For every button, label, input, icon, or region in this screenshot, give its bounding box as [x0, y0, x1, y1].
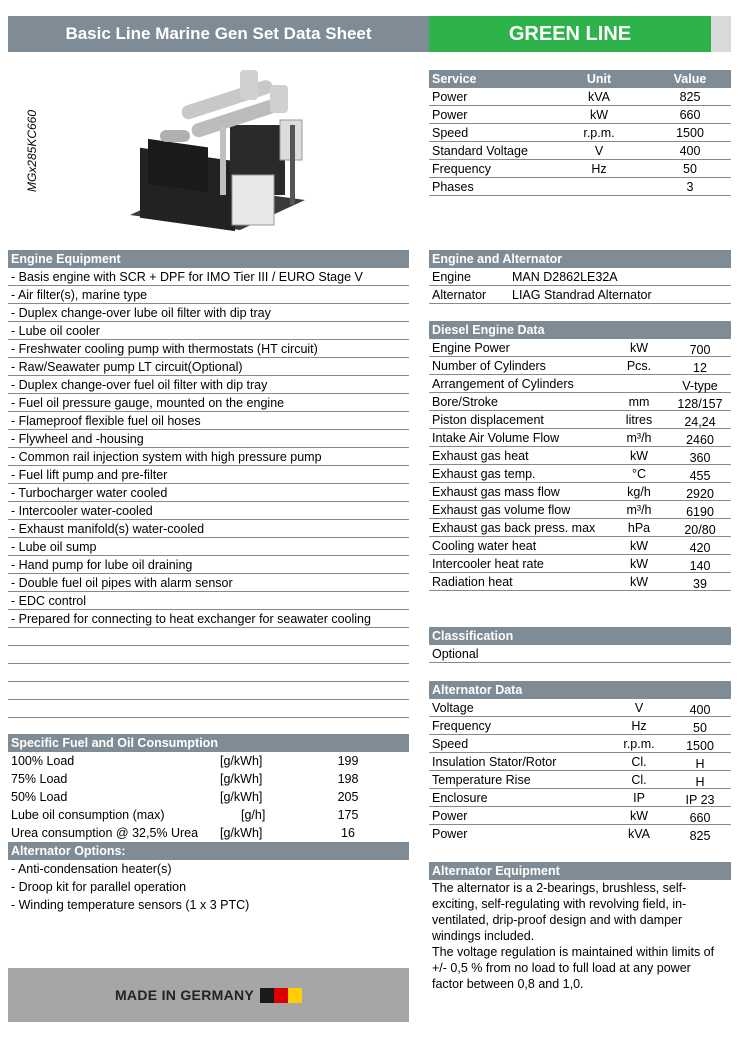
table-row: Exhaust gas back press. max hPa 20/80: [429, 519, 731, 537]
alt-options-title: Alternator Options:: [8, 842, 409, 860]
list-item: - Hand pump for lube oil draining: [8, 556, 409, 574]
list-item: - Common rail injection system with high pressure pump: [8, 448, 409, 466]
table-row: Enclosure IP IP 23: [429, 789, 731, 807]
empty-row: [8, 700, 409, 718]
table-row: Power kW 660: [429, 106, 731, 124]
header-tail: [711, 16, 731, 52]
list-item: - Double fuel oil pipes with alarm sensor: [8, 574, 409, 592]
table-row: Engine Power kW 700: [429, 339, 731, 357]
fuel-consumption: [8, 734, 409, 914]
list-item: - Duplex change-over lube oil filter with dip tray: [8, 304, 409, 322]
table-row: Frequency Hz 50: [429, 160, 731, 178]
model-label: MGx285KC660: [25, 109, 39, 192]
fuel-title: Specific Fuel and Oil Consumption: [8, 734, 409, 752]
classification-title: Classification: [429, 627, 731, 645]
list-item: - Fuel lift pump and pre-filter: [8, 466, 409, 484]
alternator-data-title: Alternator Data: [429, 681, 731, 699]
list-item: - Droop kit for parallel operation: [11, 880, 187, 894]
alternator-equipment-text: The alternator is a 2-bearings, brushless, self- exciting, self-regulating with revolving field, in- ventilated, drip-proof design and with damper windings included. The voltage regulation is maintained within limits of +/- 0,5 % from no load to full load at any power factor between 0,8 and 1,0.: [432, 881, 715, 991]
table-row: Speed r.p.m. 1500: [429, 735, 731, 753]
list-item: - Basis engine with SCR + DPF for IMO Tier III / EURO Stage V: [8, 268, 409, 286]
list-item: - Air filter(s), marine type: [8, 286, 409, 304]
table-row: Voltage V 400: [429, 699, 731, 717]
engine-alternator-title: Engine and Alternator: [429, 250, 731, 268]
list-item: - Winding temperature sensors (1 x 3 PTC): [11, 898, 250, 912]
service-header: Service Unit Value: [429, 70, 731, 88]
classification: [429, 627, 731, 663]
genset-image: [120, 65, 310, 235]
empty-row: [8, 664, 409, 682]
table-row: Standard Voltage V 400: [429, 142, 731, 160]
engine-alternator: [429, 250, 731, 304]
list-item: - Flameproof flexible fuel oil hoses: [8, 412, 409, 430]
table-row: Frequency Hz 50: [429, 717, 731, 735]
classification-value: Optional: [429, 645, 731, 663]
list-item: - Anti-condensation heater(s): [11, 862, 172, 876]
engine-equipment-title: Engine Equipment: [8, 250, 409, 268]
table-row: Exhaust gas temp. °C 455: [429, 465, 731, 483]
table-row: Temperature Rise Cl. H: [429, 771, 731, 789]
list-item: - Lube oil sump: [8, 538, 409, 556]
table-row: Arrangement of Cylinders V-type: [429, 375, 731, 393]
table-row: Power kVA 825: [429, 88, 731, 106]
table-row: Piston displacement litres 24,24: [429, 411, 731, 429]
list-item: - Raw/Seawater pump LT circuit(Optional): [8, 358, 409, 376]
table-row: Exhaust gas heat kW 360: [429, 447, 731, 465]
table-row: Insulation Stator/Rotor Cl. H: [429, 753, 731, 771]
table-row: Speed r.p.m. 1500: [429, 124, 731, 142]
table-row: Bore/Stroke mm 128/157: [429, 393, 731, 411]
alternator-equipment-title: Alternator Equipment: [429, 862, 731, 880]
list-item: - EDC control: [8, 592, 409, 610]
table-row: Power kVA 825: [432, 827, 711, 843]
empty-row: [8, 682, 409, 700]
list-item: - Flywheel and -housing: [8, 430, 409, 448]
table-row: 50% Load [g/kWh] 205: [11, 790, 359, 804]
table-row: Number of Cylinders Pcs. 12: [429, 357, 731, 375]
page-title: Basic Line Marine Gen Set Data Sheet: [8, 16, 429, 52]
table-row: Exhaust gas volume flow m³/h 6190: [429, 501, 731, 519]
service-table: [429, 70, 731, 196]
table-row: Exhaust gas mass flow kg/h 2920: [429, 483, 731, 501]
list-item: - Turbocharger water cooled: [8, 484, 409, 502]
table-row: Urea consumption @ 32,5% Urea [g/kWh] 16: [11, 826, 355, 840]
green-line-badge: GREEN LINE: [429, 16, 711, 52]
table-row: Lube oil consumption (max) [g/h] 175: [11, 808, 359, 822]
list-item: - Exhaust manifold(s) water-cooled: [8, 520, 409, 538]
table-row: Radiation heat kW 39: [429, 573, 731, 591]
list-item: - Duplex change-over fuel oil filter with dip tray: [8, 376, 409, 394]
table-row: 75% Load [g/kWh] 198: [11, 772, 359, 786]
table-row: Cooling water heat kW 420: [429, 537, 731, 555]
table-row: Alternator LIAG Standrad Alternator: [429, 286, 731, 304]
list-item: - Freshwater cooling pump with thermostats (HT circuit): [8, 340, 409, 358]
list-item: - Fuel oil pressure gauge, mounted on the engine: [8, 394, 409, 412]
german-flag-icon: [260, 988, 302, 1003]
table-row: Intake Air Volume Flow m³/h 2460: [429, 429, 731, 447]
table-row: 100% Load [g/kWh] 199: [11, 754, 359, 768]
empty-row: [8, 628, 409, 646]
empty-row: [8, 646, 409, 664]
diesel-engine-data: [429, 321, 731, 591]
alternator-data: [429, 681, 731, 843]
alternator-equipment: [429, 862, 731, 992]
list-item: - Intercooler water-cooled: [8, 502, 409, 520]
engine-equipment: [8, 250, 409, 736]
table-row: Power kW 660: [429, 807, 731, 825]
made-in-germany-banner: MADE IN GERMANY: [8, 968, 409, 1022]
table-row: Engine MAN D2862LE32A: [429, 268, 731, 286]
diesel-title: Diesel Engine Data: [429, 321, 731, 339]
table-row: Phases 3: [429, 178, 731, 196]
list-item: - Prepared for connecting to heat exchanger for seawater cooling: [8, 610, 409, 628]
list-item: - Lube oil cooler: [8, 322, 409, 340]
table-row: Intercooler heat rate kW 140: [429, 555, 731, 573]
